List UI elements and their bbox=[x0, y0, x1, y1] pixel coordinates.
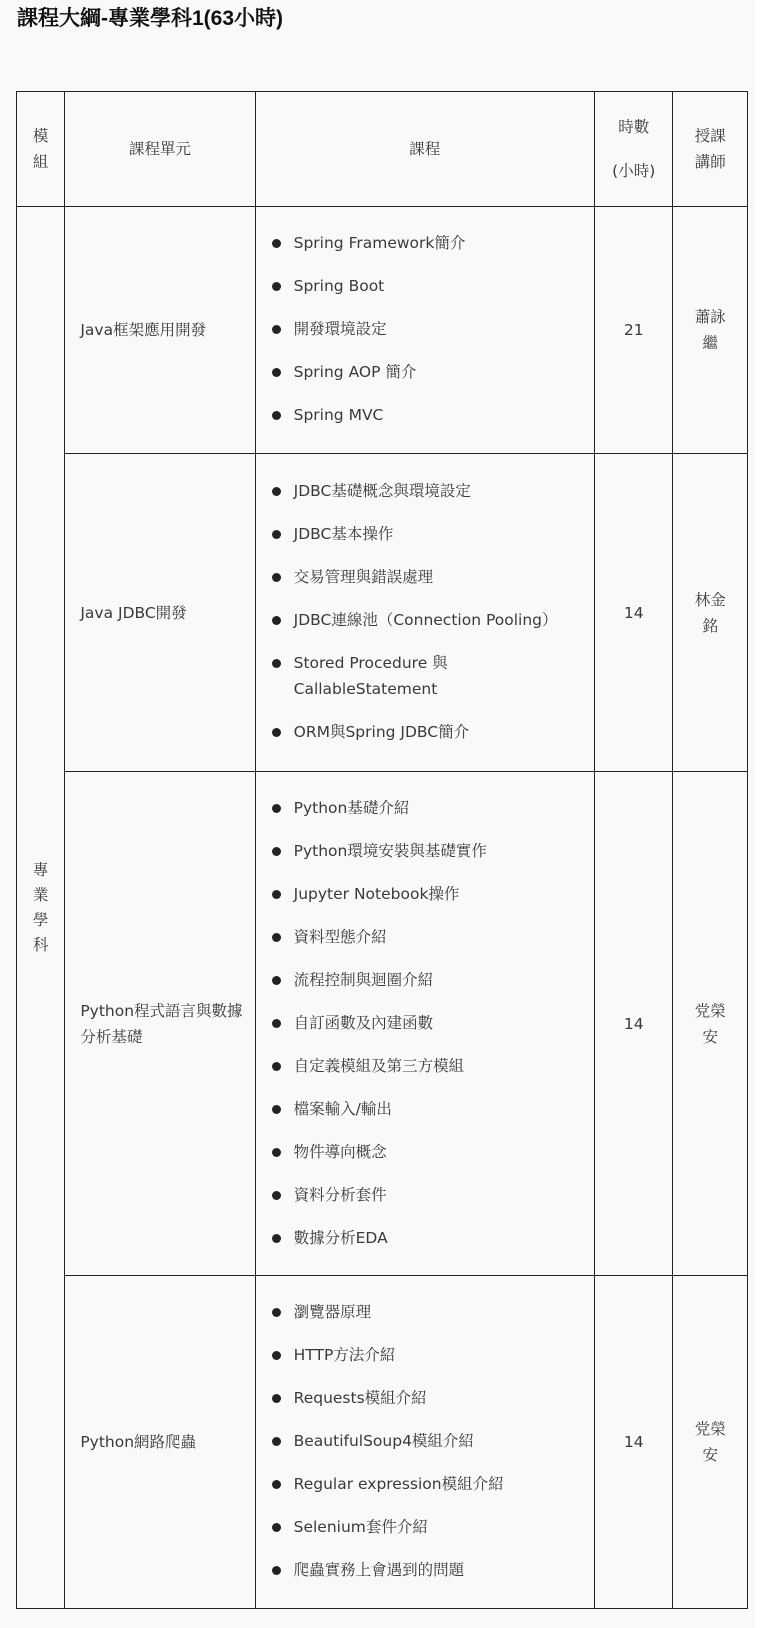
list-item: JDBC連線池（Connection Pooling） bbox=[270, 607, 594, 633]
header-hours-label: 時數 bbox=[618, 118, 650, 136]
table-body bbox=[17, 207, 748, 1609]
header-module: 模組 bbox=[17, 92, 65, 207]
topic-list bbox=[256, 230, 594, 428]
hours-cell: 14 bbox=[594, 1276, 673, 1609]
list-item: Spring AOP 簡介 bbox=[270, 359, 594, 385]
teacher-cell: 蕭詠繼 bbox=[673, 207, 748, 454]
list-item: Python環境安裝與基礎實作 bbox=[270, 838, 594, 864]
list-item: 瀏覽器原理 bbox=[270, 1299, 594, 1325]
list-item: 物件導向概念 bbox=[270, 1139, 594, 1165]
table-row bbox=[17, 207, 748, 454]
list-item: 自定義模組及第三方模組 bbox=[270, 1053, 594, 1079]
list-item: Spring Framework簡介 bbox=[270, 230, 594, 256]
list-item: JDBC基本操作 bbox=[270, 521, 594, 547]
teacher-cell: 林金銘 bbox=[673, 454, 748, 772]
teacher-cell: 党榮安 bbox=[673, 1276, 748, 1609]
header-teacher: 授課講師 bbox=[673, 92, 748, 207]
list-item: 資料分析套件 bbox=[270, 1182, 594, 1208]
list-item: Spring Boot bbox=[270, 273, 594, 299]
header-hours-unit: (小時) bbox=[612, 162, 656, 180]
header-row bbox=[17, 92, 748, 207]
unit-cell: Python網路爬蟲 bbox=[65, 1276, 255, 1609]
unit-cell: Python程式語言與數據分析基礎 bbox=[65, 772, 255, 1276]
topic-list bbox=[256, 478, 594, 745]
list-item: 數據分析EDA bbox=[270, 1225, 594, 1251]
table-row bbox=[17, 1276, 748, 1609]
list-item: 流程控制與迴圈介紹 bbox=[270, 967, 594, 993]
list-item: Spring MVC bbox=[270, 402, 594, 428]
course-cell bbox=[255, 207, 594, 454]
teacher-cell: 党榮安 bbox=[673, 772, 748, 1276]
list-item: BeautifulSoup4模組介紹 bbox=[270, 1428, 594, 1454]
table-row bbox=[17, 454, 748, 772]
table-row bbox=[17, 772, 748, 1276]
unit-cell: Java框架應用開發 bbox=[65, 207, 255, 454]
list-item: Jupyter Notebook操作 bbox=[270, 881, 594, 907]
header-course: 課程 bbox=[255, 92, 594, 207]
course-cell bbox=[255, 454, 594, 772]
module-cell: 專業學科 bbox=[17, 207, 65, 1609]
page-title: 課程大綱-專業學科1(63小時) bbox=[17, 7, 284, 30]
list-item: 開發環境設定 bbox=[270, 316, 594, 342]
list-item: JDBC基礎概念與環境設定 bbox=[270, 478, 594, 504]
list-item: Selenium套件介紹 bbox=[270, 1514, 594, 1540]
unit-cell: Java JDBC開發 bbox=[65, 454, 255, 772]
list-item: Requests模組介紹 bbox=[270, 1385, 594, 1411]
topic-list bbox=[256, 795, 594, 1251]
course-cell bbox=[255, 1276, 594, 1609]
course-cell bbox=[255, 772, 594, 1276]
header-unit: 課程單元 bbox=[65, 92, 255, 207]
list-item: Python基礎介紹 bbox=[270, 795, 594, 821]
hours-cell: 14 bbox=[594, 772, 673, 1276]
header-hours bbox=[594, 92, 673, 207]
list-item: Stored Procedure 與 CallableStatement bbox=[270, 650, 594, 702]
list-item: ORM與Spring JDBC簡介 bbox=[270, 719, 594, 745]
list-item: 爬蟲實務上會遇到的問題 bbox=[270, 1557, 594, 1583]
list-item: 檔案輸入/輸出 bbox=[270, 1096, 594, 1122]
topic-list bbox=[256, 1299, 594, 1583]
list-item: HTTP方法介紹 bbox=[270, 1342, 594, 1368]
list-item: 自訂函數及內建函數 bbox=[270, 1010, 594, 1036]
list-item: 交易管理與錯誤處理 bbox=[270, 564, 594, 590]
hours-cell: 21 bbox=[594, 207, 673, 454]
syllabus-table bbox=[16, 91, 748, 1609]
list-item: Regular expression模組介紹 bbox=[270, 1471, 594, 1497]
hours-cell: 14 bbox=[594, 454, 673, 772]
list-item: 資料型態介紹 bbox=[270, 924, 594, 950]
